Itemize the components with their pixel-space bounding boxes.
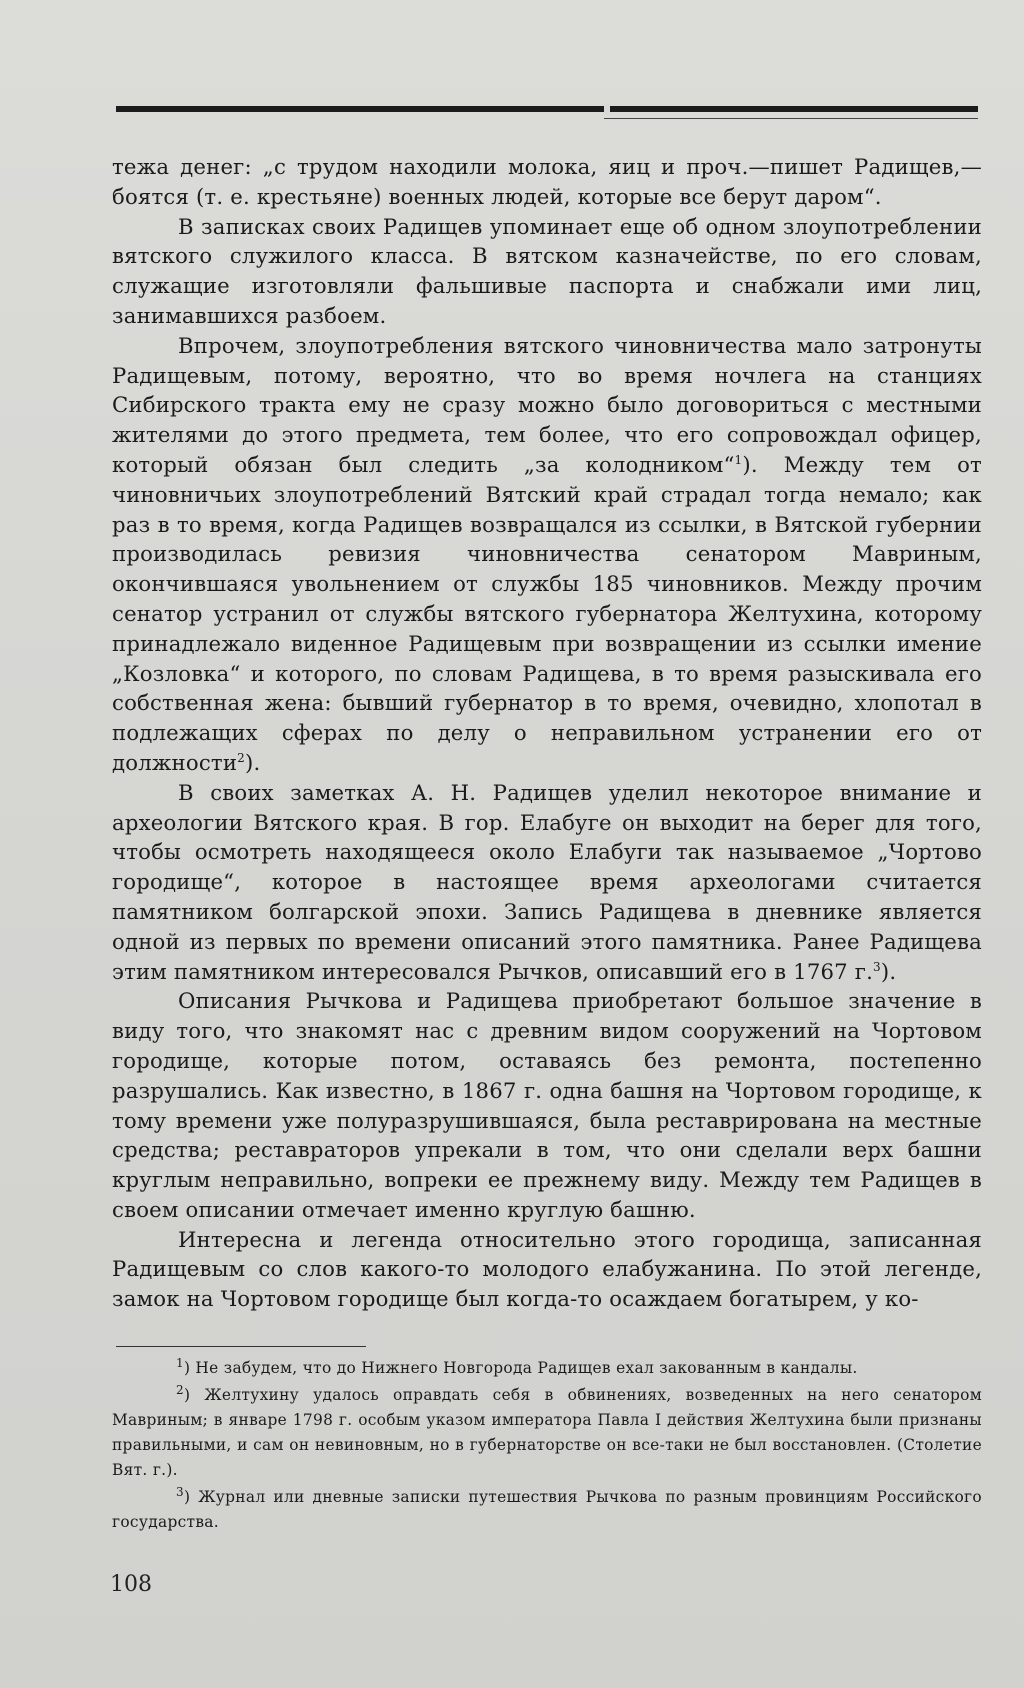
paragraph-text: Интересна и легенда относительно этого городища, записанная Радищевым со слов какого-то молодого елабужанина. По этой легенде, замок на Чортовом городище был когда-то осаждаем богатырем, у ко- — [112, 1226, 982, 1312]
footnote-mark: 1 — [176, 1355, 184, 1370]
paragraph — [112, 1225, 982, 1314]
paragraph — [112, 331, 982, 778]
header-rule-thick — [116, 106, 978, 112]
footnote-mark: 2 — [176, 1382, 184, 1397]
footnote-ref: 2 — [237, 750, 245, 765]
footnote-ref: 3 — [873, 959, 881, 974]
footnote-separator — [116, 1346, 366, 1347]
footnote — [112, 1485, 982, 1535]
paragraph — [112, 986, 982, 1224]
paragraph-text: ). — [880, 958, 897, 984]
header-rule-thin — [604, 118, 978, 119]
paragraph — [112, 152, 982, 212]
page-number: 108 — [110, 1572, 152, 1597]
paragraph-text: Впрочем, злоупотребления вятского чиновничества мало затронуты Радищевым, потому, вероятно, что во время ночлега на станциях Сибирского тракта ему не сразу можно было договориться с местными жителями до этого предмета, тем более, что его сопровождал офицер, который обязан был следить „за колодником“ — [112, 332, 982, 477]
footnote — [112, 1356, 982, 1381]
paragraph-text: Описания Рычкова и Радищева приобретают большое значение в виду того, что знакомят нас с древним видом сооружений на Чортовом городище, которые потом, оставаясь без ремонта, постепенно разрушались. Как известно, в 1867 г. одна башня на Чортовом городище, к тому времени уже полуразрушившаяся, была реставрирована на местные средства; реставраторов упрекали в том, что они сделали верх башни круглым неправильно, вопреки ее прежнему виду. Между тем Радищев в своем описании отмечает именно круглую башню. — [112, 988, 982, 1222]
footnote-text: ) Журнал или дневные записки путешествия Рычкова по разным провинциям Российского государства. — [112, 1488, 982, 1531]
paragraph-text: тежа денег: „с трудом находили молока, яиц и проч.—пишет Радищев,—боятся (т. е. крестьяне) военных людей, которые все берут даром“. — [112, 154, 982, 209]
footnote-mark: 3 — [176, 1484, 184, 1499]
footnote-text: ) Желтухину удалось оправдать себя в обвинениях, возведенных на него сенатором Мавриным; в январе 1798 г. особым указом императора Павла I действия Желтухина были признаны правильными, и сам он невиновным, но в губернаторстве он все-таки не был восстановлен. (Столетие Вят. г.). — [112, 1386, 982, 1479]
footnote-ref: 1 — [734, 452, 743, 467]
paragraph-text: В записках своих Радищев упоминает еще об одном злоупотреблении вятского служилого класса. В вятском казначействе, по его словам, служащие изготовляли фальшивые паспорта и снабжали ими лиц, занимавшихся разбоем. — [112, 213, 982, 328]
paragraph — [112, 778, 982, 987]
footnote-text: ) Не забудем, что до Нижнего Новгорода Радищев ехал закованным в кандалы. — [183, 1359, 858, 1377]
main-text — [112, 152, 982, 1314]
paragraph-text: ). Между тем от чиновничьих злоупотреблений Вятский край страдал тогда немало; как раз в то время, когда Радищев возвращался из ссылки, в Вятской губернии производилась ревизия чиновничества сенатором Мавриным, окончившаяся увольнением от службы 185 чиновников. Между прочим сенатор устранил от службы вятского губернатора Желтухина, которому принадлежало виденное Радищевым при возвращении из ссылки имение „Козловка“ и которого, по словам Радищева, в то время разыскивала его собственная жена: бывший губернатор в то время, очевидно, хлопотал в подлежащих сферах по делу о неправильном устранении его от должности — [112, 451, 982, 775]
paragraph-text: В своих заметках А. Н. Радищев уделил некоторое внимание и археологии Вятского края. В гор. Елабуге он выходит на берег для того, чтобы осмотреть находящееся около Елабуги так называемое „Чортово городище“, которое в настоящее время археологами считается памятником болгарской эпохи. Запись Радищева в дневнике является одной из первых по времени описаний этого памятника. Ранее Радищева этим памятником интересовался Рычков, описавший его в 1767 г. — [112, 779, 982, 984]
footnote — [112, 1383, 982, 1483]
header-rule-break — [604, 104, 610, 114]
paragraph — [112, 212, 982, 331]
footnotes — [112, 1356, 982, 1537]
paragraph-text: ). — [244, 749, 261, 775]
